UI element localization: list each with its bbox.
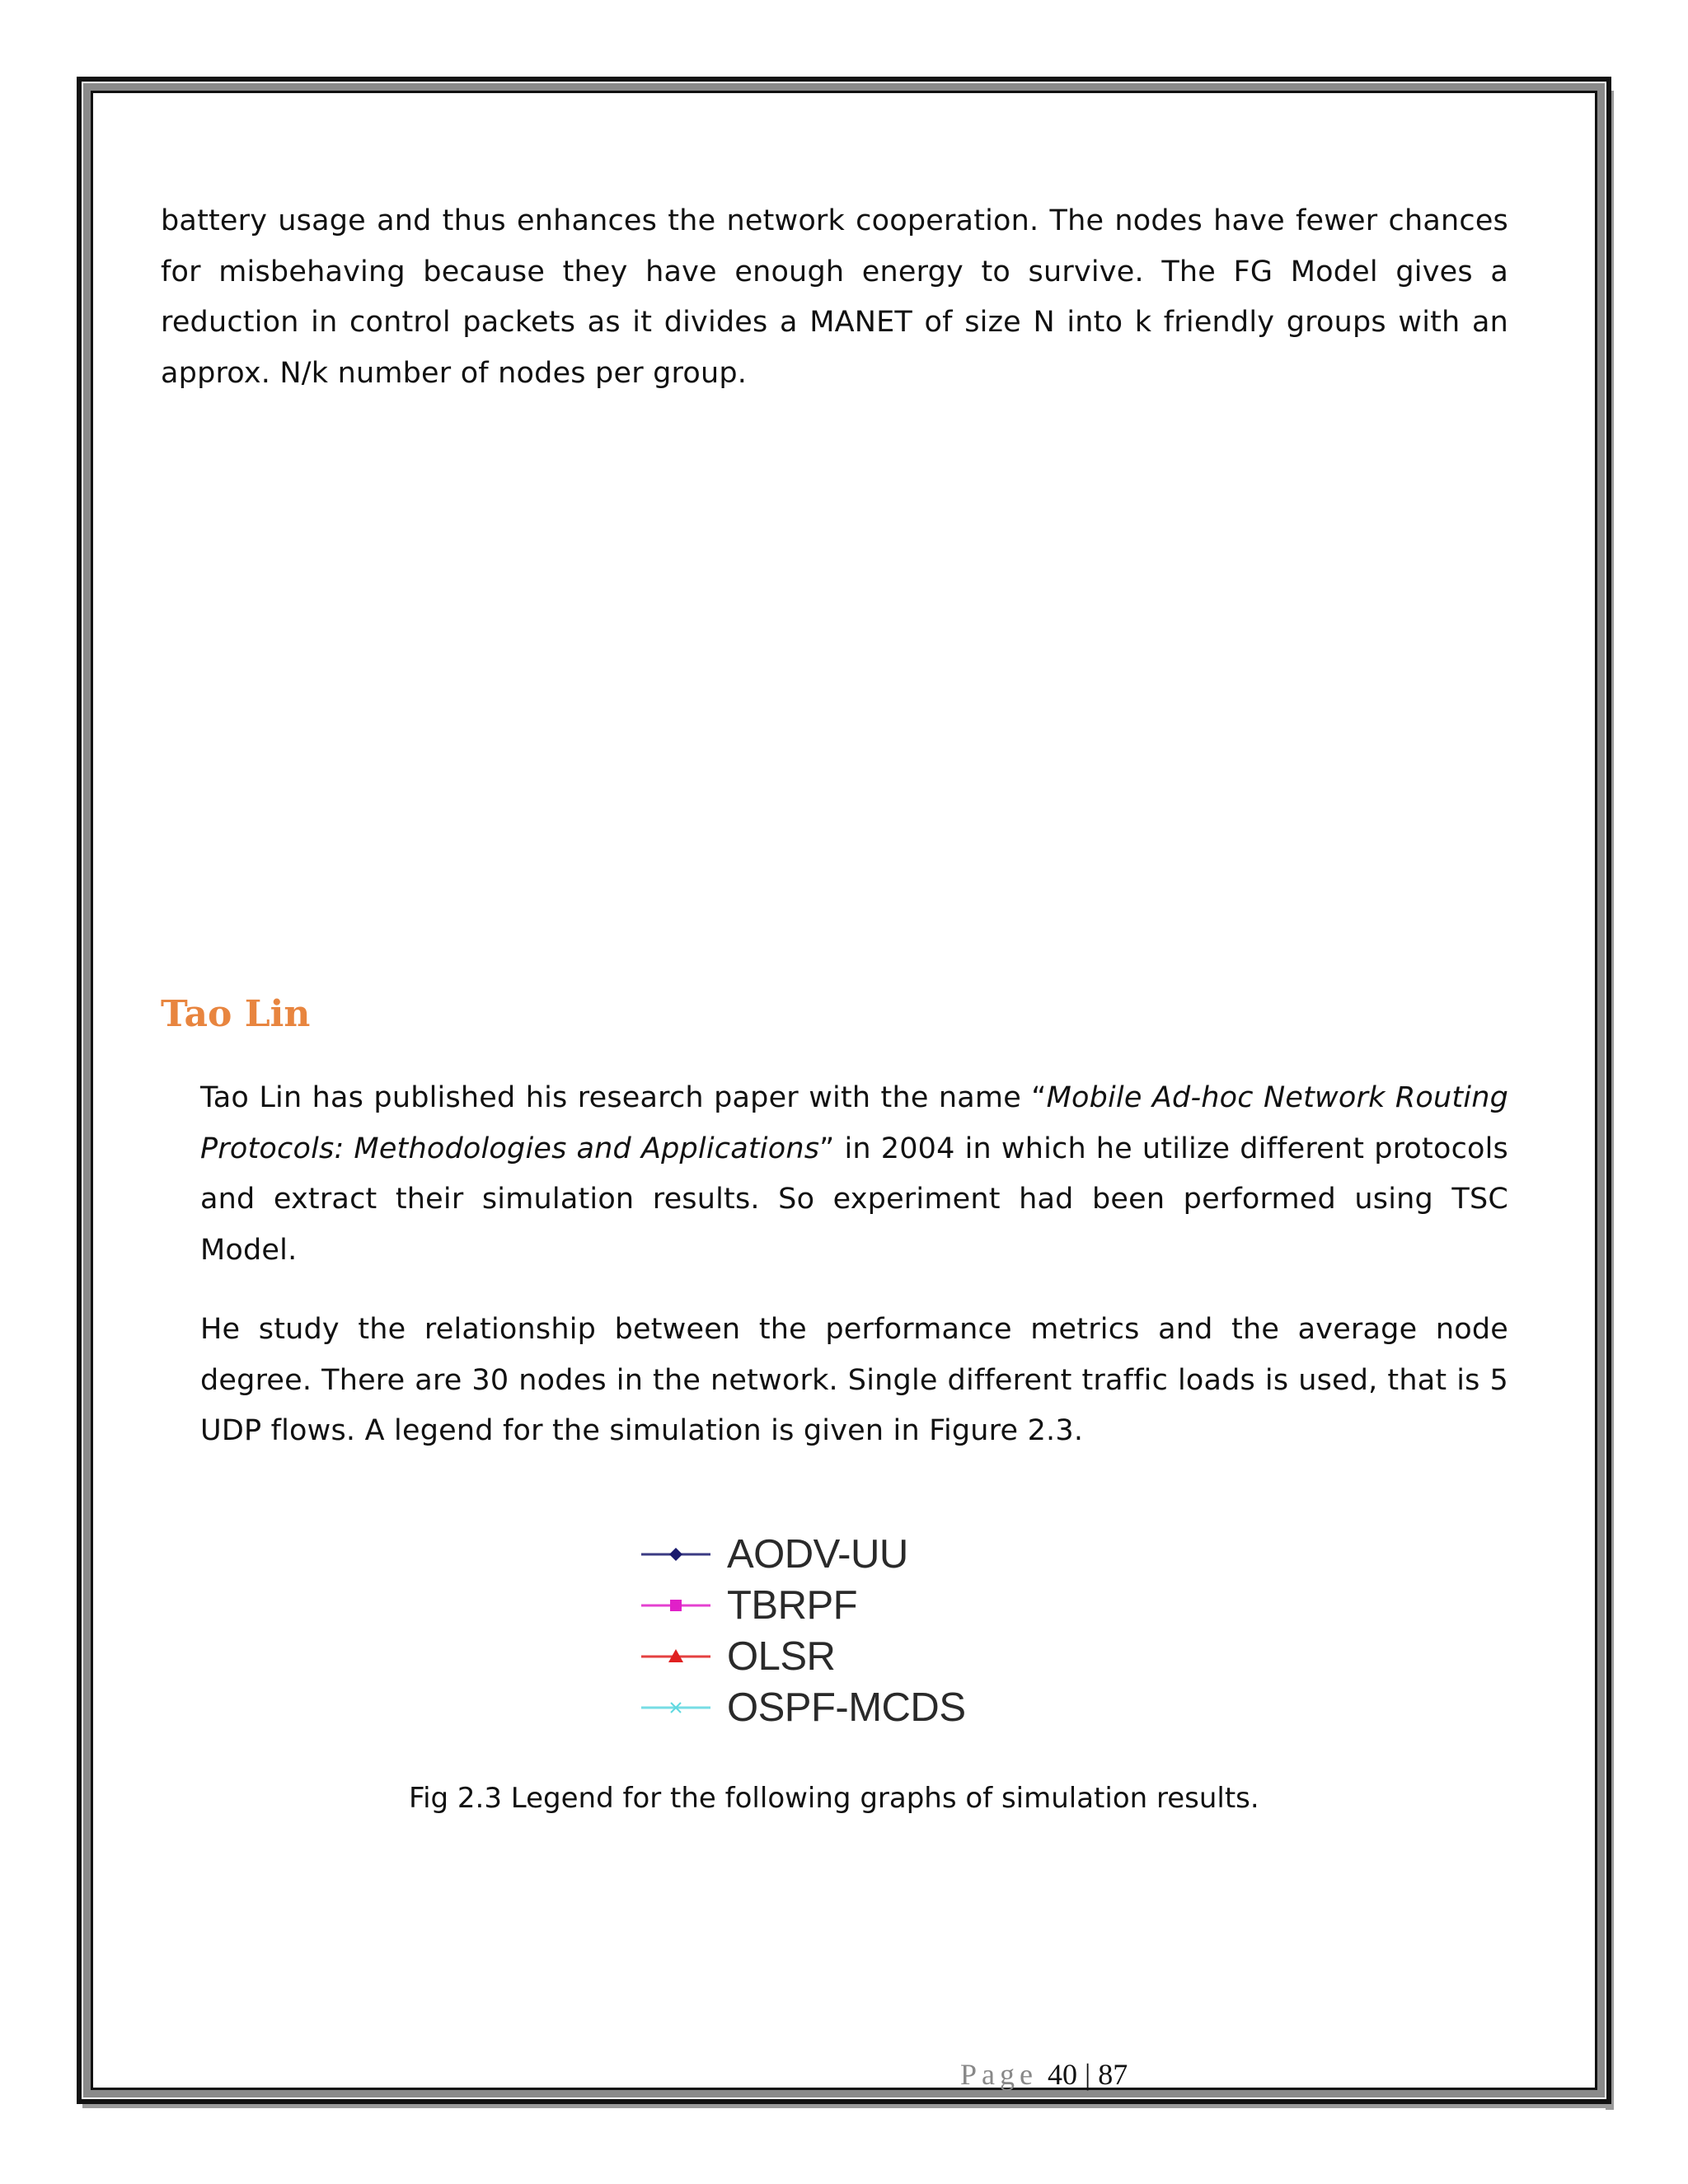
legend-label: AODV-UU — [727, 1532, 908, 1577]
body-paragraph-1: battery usage and thus enhances the network cooperation. The nodes have fewer chances for misbehaving because they have enough energy to survive. The FG Model gives a reduction in control packets as it divides a MANET of size N into k friendly groups with an approx. N/k number of nodes per group. — [161, 204, 1508, 390]
legend-marker-diamond-icon — [635, 1538, 717, 1571]
legend-label: TBRPF — [727, 1583, 858, 1628]
legend-marker-triangle-icon — [635, 1640, 717, 1673]
figure-legend — [635, 1531, 1001, 1737]
legend-marker-cross-icon — [635, 1691, 717, 1724]
page-word: Page — [960, 2058, 1038, 2091]
paragraph-2-tail: ” in 2004 in which he utilize different protocols and extract their simulation results. So experiment had been performed using TSC Model. — [200, 1132, 1508, 1267]
legend-item-olsr — [635, 1633, 1001, 1680]
legend-item-ospf-mcds — [635, 1685, 1001, 1731]
legend-item-tbrpf — [635, 1582, 1001, 1629]
legend-marker-square-icon — [635, 1589, 717, 1622]
legend-label: OSPF-MCDS — [727, 1685, 966, 1730]
page-number: 40 | 87 — [1047, 2058, 1128, 2091]
section-heading-tao-lin: Tao Lin — [161, 993, 311, 1035]
body-paragraph-2 — [200, 1073, 1508, 1276]
legend-label: OLSR — [727, 1634, 836, 1679]
legend-item-aodv-uu — [635, 1531, 1001, 1577]
figure-caption: Fig 2.3 Legend for the following graphs of simulation results. — [409, 1782, 1259, 1815]
page-footer — [960, 2057, 1128, 2092]
body-paragraph-3: He study the relationship between the performance metrics and the average node degree. There are 30 nodes in the network. Single different traffic loads is used, that is 5 UDP flows. A legend for the simulation is given in Figure 2.3. — [200, 1313, 1508, 1447]
paper-title: Mobile Ad-hoc Network Routing Protocols: Methodologies and Applications — [200, 1081, 1509, 1165]
paragraph-2-lead: Tao Lin has published his research paper with the name “ — [200, 1081, 1047, 1114]
